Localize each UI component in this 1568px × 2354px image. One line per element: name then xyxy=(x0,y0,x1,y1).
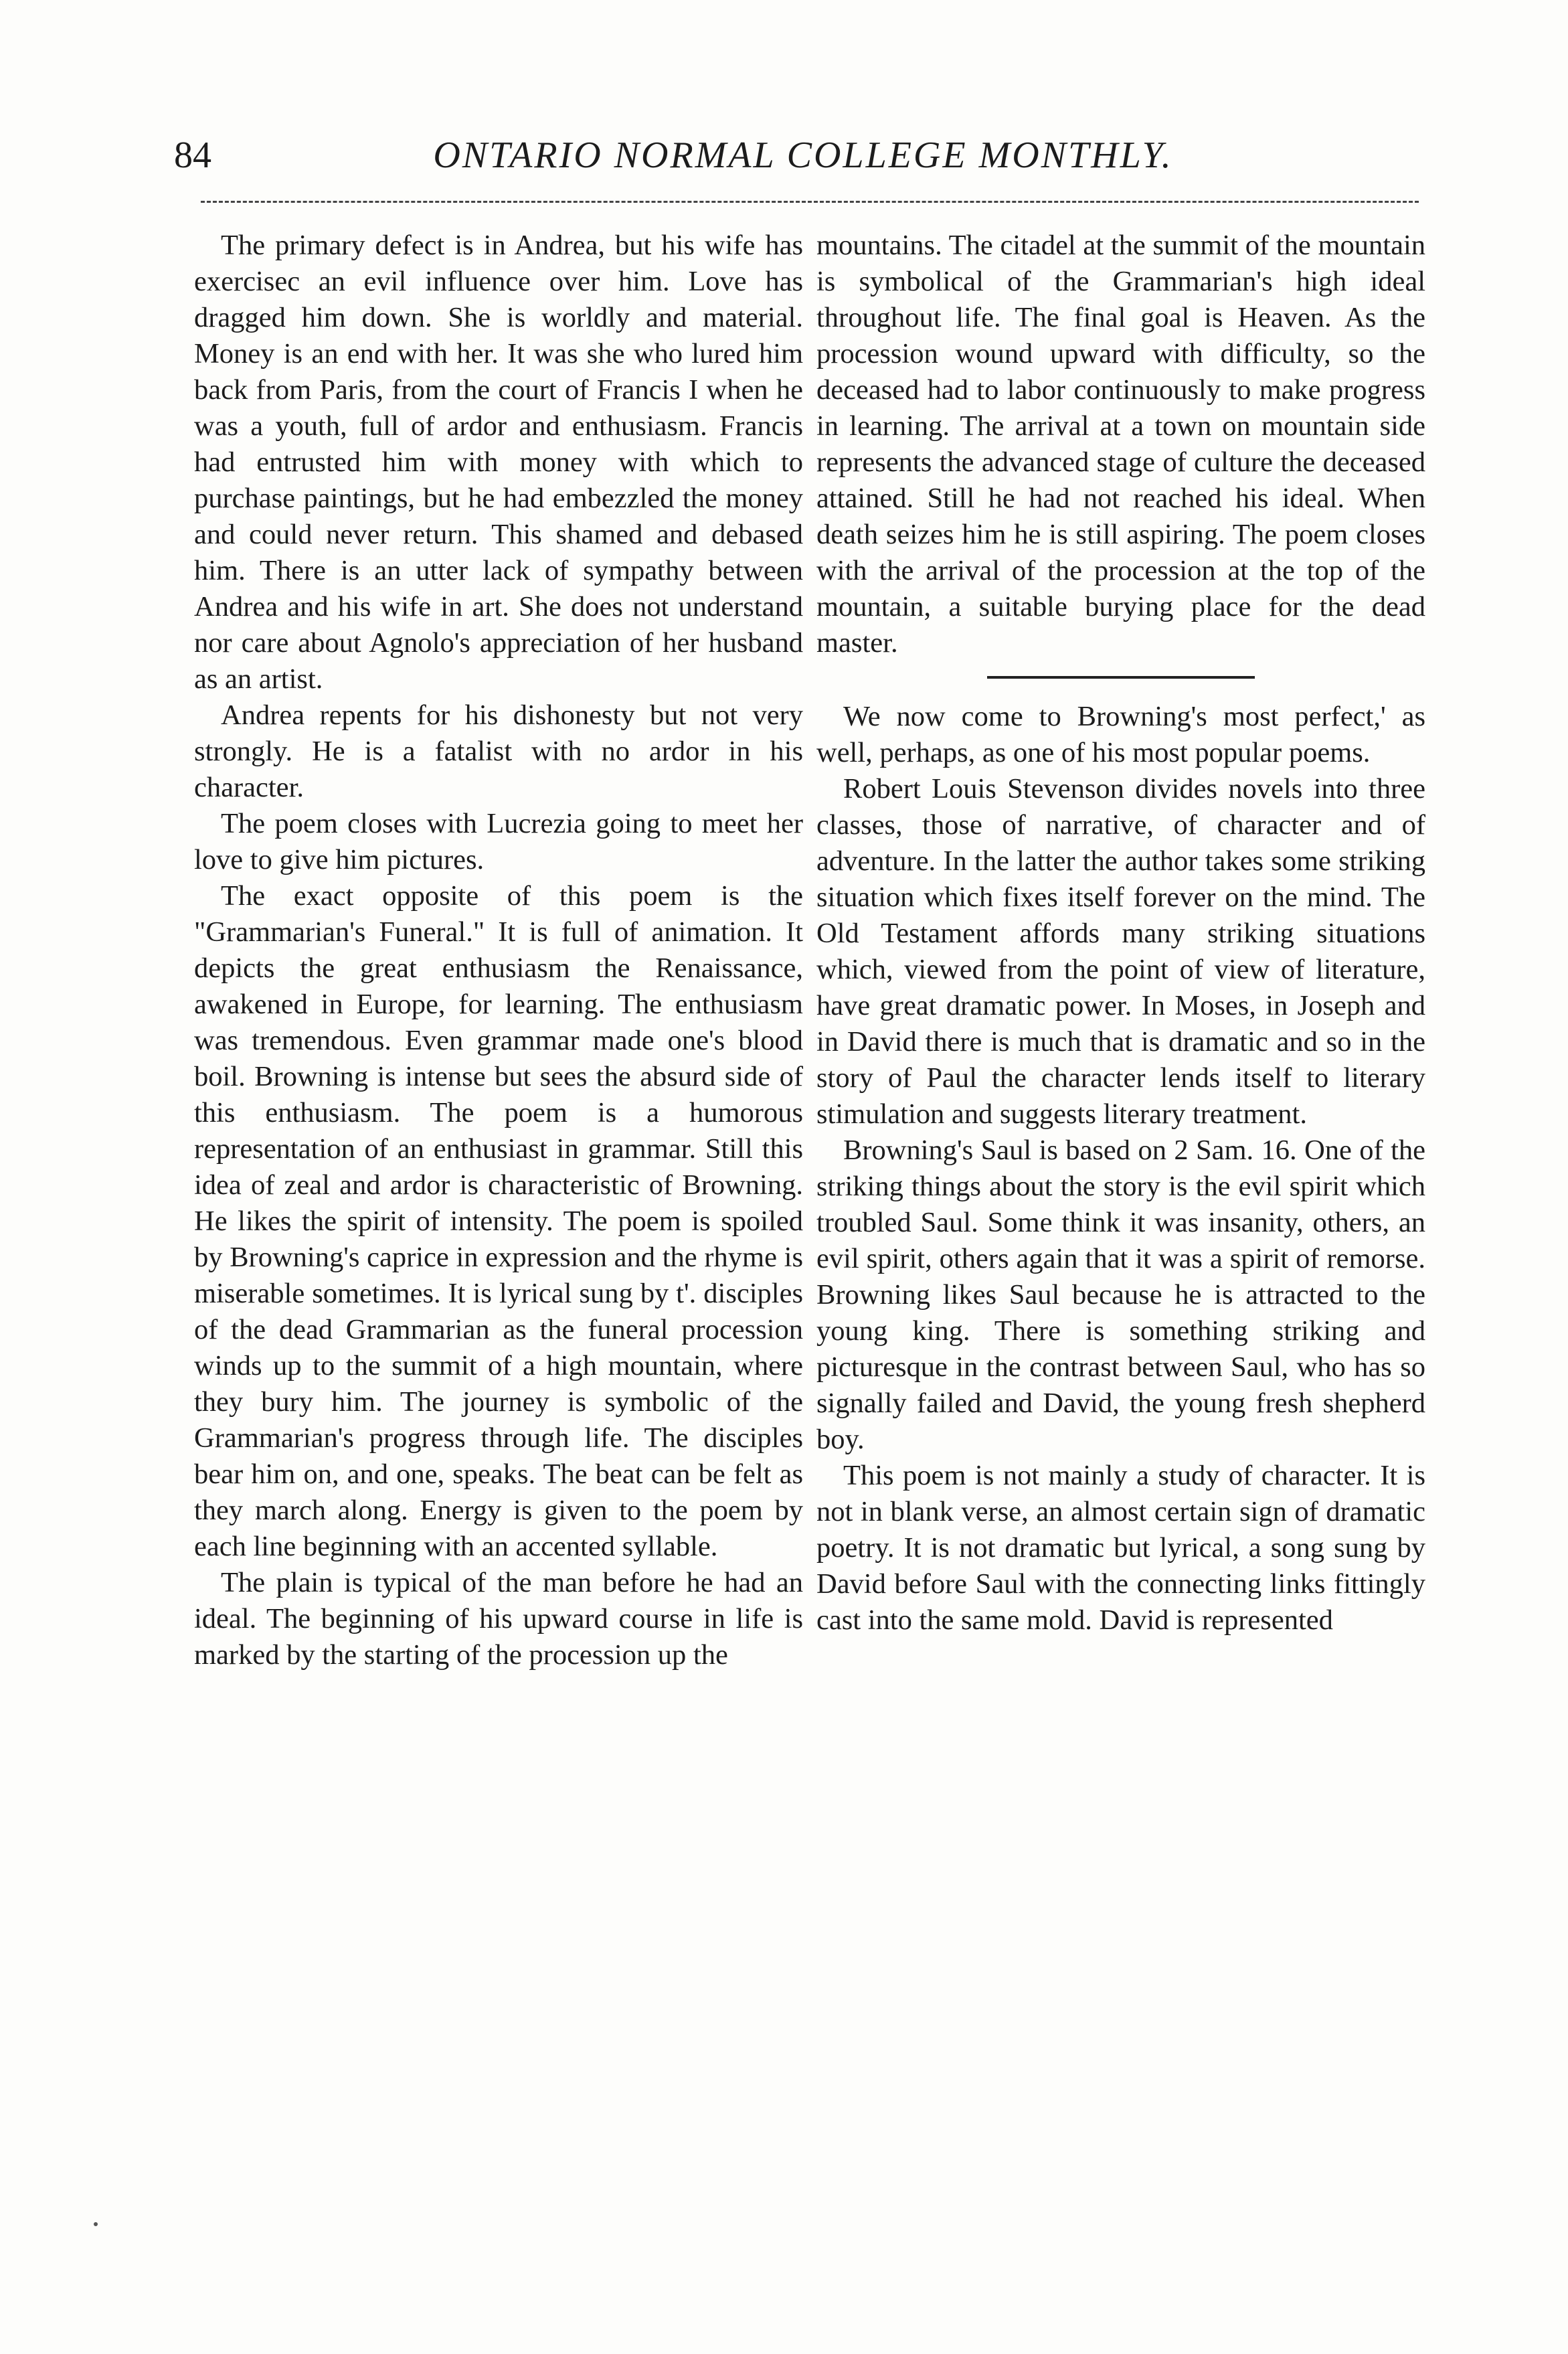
paragraph-continuation: mountains. The citadel at the summit of the mountain is symbolical of the Grammarian's high ideal throughout life. The final goal is Heaven. As the procession wound upward with difficulty, so the deceased had to labor continuously to make progress in learning. The arrival at a town on mountain side represents the advanced stage of culture the deceased attained. Still he had not reached his ideal. When death seizes him he is still aspiring. The poem closes with the arrival of the procession at the top of the mountain, a suitable burying place for the dead master. xyxy=(816,230,1425,659)
running-title: ONTARIO NORMAL COLLEGE MONTHLY. xyxy=(433,135,1173,176)
header-rule xyxy=(201,201,1419,203)
paragraph: The poem closes with Lucrezia going to meet her love to give him pictures. xyxy=(194,808,803,875)
paragraph: The exact opposite of this poem is the "Grammarian's Funeral." It is full of animation. It depicts the great enthusiasm the Renaissance, awakened in Europe, for learning. The enthusiasm was tremendous. Even grammar made one's blood boil. Browning is intense but sees the absurd side of this enthusiasm. The poem is a humorous representation of an enthusiast in grammar. Still this idea of zeal and ardor is characteristic of Browning. He likes the spirit of intensity. The poem is spoiled by Browning's caprice in expression and the rhyme is miserable sometimes. It is lyrical sung by t'. disciples of the dead Grammarian as the funeral procession winds up to the summit of a high mountain, where they bury him. The journey is symbolic of the Grammarian's progress through life. The disciples bear him on, and one, speaks. The beat can be felt as they march along. Energy is given to the poem by each line beginning with an accented syllable. xyxy=(194,880,803,1562)
paragraph: We now come to Browning's most perfect,' as well, perhaps, as one of his most popular poems. xyxy=(816,701,1425,768)
paragraph: Browning's Saul is based on 2 Sam. 16. One of the striking things about the story is the evil spirit which troubled Saul. Some think it was insanity, others, an evil spirit, others again that it was a spirit of remorse. Browning likes Saul because he is attracted to the young king. There is something striking and picturesque in the contrast between Saul, who has so signally failed and David, the young fresh shepherd boy. xyxy=(816,1134,1425,1455)
paragraph: The primary defect is in Andrea, but his wife has exercisec an evil influence over him. Love has dragged him down. She is worldly and material. Money is an end with her. It was she who lured him back from Paris, from the court of Francis I when he was a youth, full of ardor and enthusiasm. Francis had entrusted him with money with which to purchase paintings, but he had embezzled the money and could never return. This shamed and debased him. There is an utter lack of sympathy between Andrea and his wife in art. She does not understand nor care about Agnolo's appreciation of her husband as an artist. xyxy=(194,230,803,695)
paragraph: The plain is typical of the man before he had an ideal. The beginning of his upward course in life is marked by the starting of the procession up the xyxy=(194,1567,803,1671)
page-header xyxy=(167,134,1439,194)
right-column xyxy=(816,228,1425,1638)
section-divider xyxy=(987,676,1255,679)
page-number: 84 xyxy=(174,135,211,176)
paragraph: Robert Louis Stevenson divides novels into three classes, those of narrative, of character and of adventure. In the latter the author takes some striking situation which fixes itself forever on the mind. The Old Testament affords many striking situations which, viewed from the point of view of literature, have great dramatic power. In Moses, in Joseph and in David there is much that is dramatic and so in the story of Paul the character lends itself to literary stimulation and suggests literary treatment. xyxy=(816,773,1425,1130)
paragraph: Andrea repents for his dishonesty but not very strongly. He is a fatalist with no ardor in his character. xyxy=(194,699,803,803)
print-speck xyxy=(94,2222,98,2226)
paragraph: This poem is not mainly a study of character. It is not in blank verse, an almost certain sign of dramatic poetry. It is not dramatic but lyrical, a song sung by David before Saul with the connecting links fittingly cast into the same mold. David is represented xyxy=(816,1460,1425,1636)
left-column xyxy=(194,228,803,1673)
